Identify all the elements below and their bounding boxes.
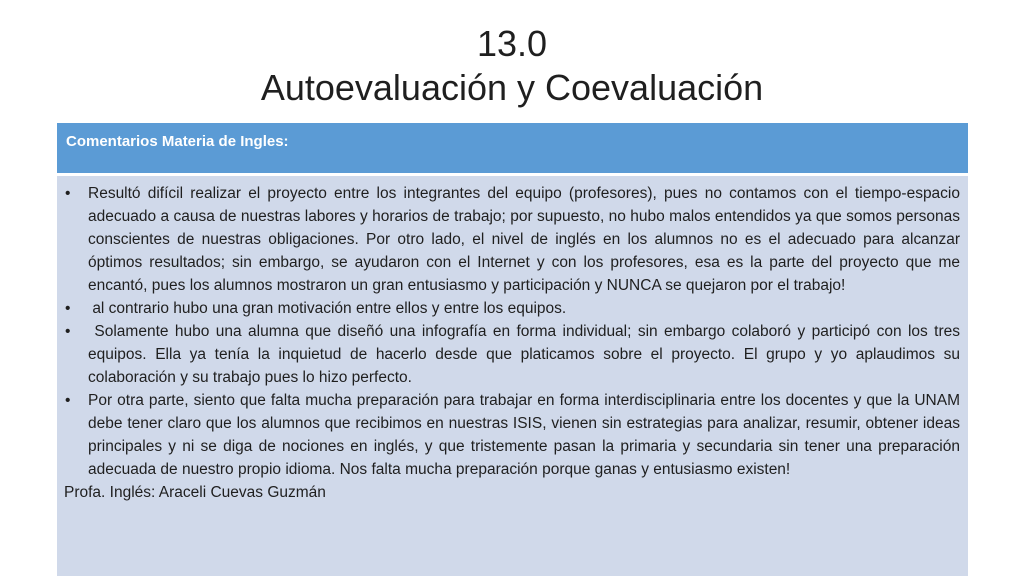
comment-text: Por otra parte, siento que falta mucha preparación para trabajar en forma interdisciplinaria entre los docentes y que la UNAM debe tener claro que los alumnos que recibimos en nuestras ISIS, vienen sin estrategias para analizar, resumir, obtener ideas principales y ni se diga de nociones en inglés, y que tristemente pasan la primaria y secundaria sin tener una preparación adecuada de nuestro propio idioma. Nos falta mucha preparación porque ganas y entusiasmo existen! [88,392,960,478]
signature: Profa. Inglés: Araceli Cuevas Guzmán [64,484,326,501]
comment-text: al contrario hubo una gran motivación entre ellos y entre los equipos. [88,300,567,317]
slide-number: 13.0 [476,23,548,64]
slide-heading: Autoevaluación y Coevaluación [260,67,764,108]
list-item [64,182,960,297]
list-item [64,297,960,320]
bullet-icon: • [65,300,71,317]
table-header: Comentarios Materia de Ingles: [57,123,968,176]
bullet-icon: • [65,185,71,202]
comment-text: Resultó difícil realizar el proyecto entre los integrantes del equipo (profesores), pues no contamos con el tiempo-espacio adecuado a causa de nuestras labores y horarios de trabajo; por supuesto, no hubo malos entendidos ya que somos personas conscientes de nuestras obligaciones. Por otro lado, el nivel de inglés en los alumnos no es el adecuado para alcanzar óptimos resultados; sin embargo, se ayudaron con el Internet y con los profesores, esa es la parte del proyecto que me encantó, pues los alumnos mostraron un gran entusiasmo y participación y NUNCA se quejaron por el trabajo! [88,185,960,294]
list-item [64,389,960,481]
comment-text: Solamente hubo una alumna que diseñó una infografía en forma individual; sin embargo colaboró y participó con los tres equipos. Ella ya tenía la inquietud de hacerlo desde que platicamos sobre el proyecto. El grupo y yo aplaudimos su colaboración y su trabajo pues lo hizo perfecto. [88,323,965,386]
table-body [57,176,968,504]
comments-table [57,123,968,576]
bullet-icon: • [65,392,71,409]
bullet-icon: • [65,323,71,340]
list-item [64,320,965,389]
slide-title [0,22,1024,110]
